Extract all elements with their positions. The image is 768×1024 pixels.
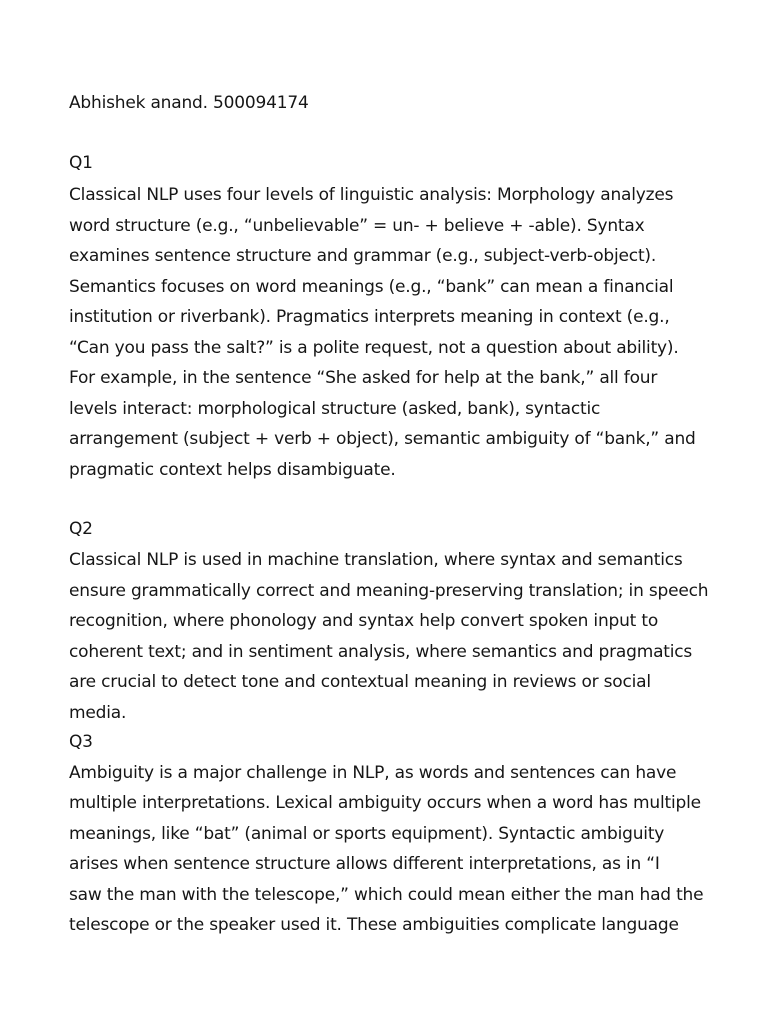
q2-line-2: ensure grammatically correct and meaning-preserving translation; in speech xyxy=(69,581,709,601)
q1-line-4: Semantics focuses on word meanings (e.g., “bank” can mean a financial xyxy=(69,277,674,297)
q1-line-10: pragmatic context helps disambiguate. xyxy=(69,460,396,480)
q3-line-3: meanings, like “bat” (animal or sports equipment). Syntactic ambiguity xyxy=(69,824,665,844)
q2-line-3: recognition, where phonology and syntax help convert spoken input to xyxy=(69,611,659,631)
q1-line-7: For example, in the sentence “She asked for help at the bank,” all four xyxy=(69,368,658,388)
q1-line-6: “Can you pass the salt?” is a polite request, not a question about ability). xyxy=(69,338,679,358)
q3-line-4: arises when sentence structure allows different interpretations, as in “I xyxy=(69,854,660,874)
q3-line-1: Ambiguity is a major challenge in NLP, as words and sentences can have xyxy=(69,763,677,783)
q1-line-1: Classical NLP uses four levels of linguistic analysis: Morphology analyzes xyxy=(69,185,674,205)
q2-line-4: coherent text; and in sentiment analysis, where semantics and pragmatics xyxy=(69,642,693,662)
q3-line-5: saw the man with the telescope,” which could mean either the man had the xyxy=(69,885,704,905)
q2-line-1: Classical NLP is used in machine translation, where syntax and semantics xyxy=(69,550,683,570)
author-line: Abhishek anand. 500094174 xyxy=(69,93,309,113)
q1-line-9: arrangement (subject + verb + object), semantic ambiguity of “bank,” and xyxy=(69,429,696,449)
q3-line-2: multiple interpretations. Lexical ambiguity occurs when a word has multiple xyxy=(69,793,701,813)
q1-heading: Q1 xyxy=(69,153,93,173)
q3-line-6: telescope or the speaker used it. These ambiguities complicate language xyxy=(69,915,679,935)
q2-heading: Q2 xyxy=(69,519,93,539)
q1-line-5: institution or riverbank). Pragmatics interprets meaning in context (e.g., xyxy=(69,307,670,327)
q1-line-3: examines sentence structure and grammar (e.g., subject-verb-object). xyxy=(69,246,657,266)
q3-heading: Q3 xyxy=(69,732,93,752)
q2-line-6: media. xyxy=(69,703,127,723)
q1-line-8: levels interact: morphological structure (asked, bank), syntactic xyxy=(69,399,601,419)
q2-line-5: are crucial to detect tone and contextual meaning in reviews or social xyxy=(69,672,651,692)
q1-line-2: word structure (e.g., “unbelievable” = un- + believe + -able). Syntax xyxy=(69,216,645,236)
